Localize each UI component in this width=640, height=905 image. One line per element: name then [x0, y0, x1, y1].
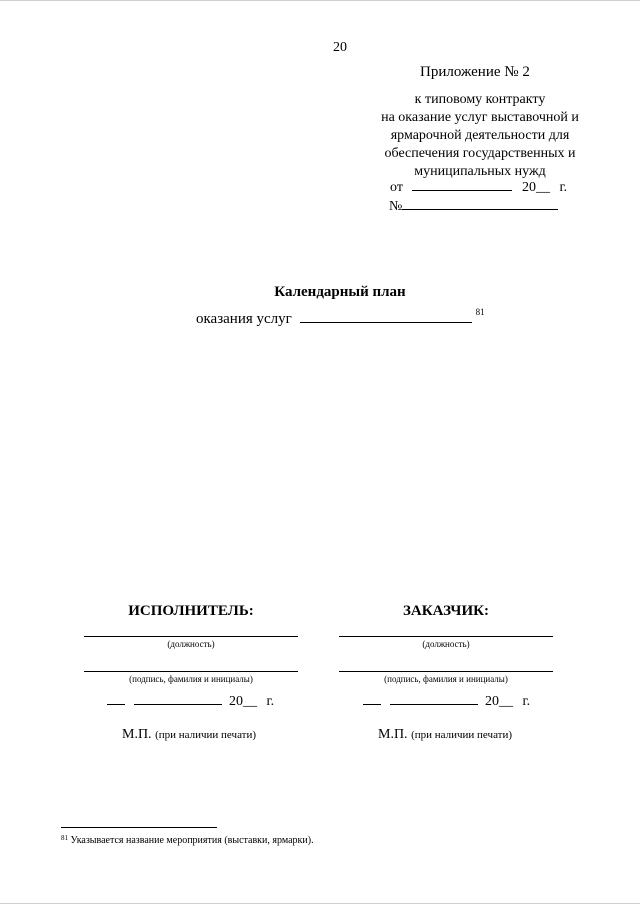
number-blank[interactable] [402, 196, 558, 210]
footnote-ref: 81 [475, 307, 485, 317]
plan-subtitle [196, 309, 485, 328]
footnote-number: 81 [61, 834, 68, 842]
footnote-text: Указывается название мероприятия (выставки, ярмарки). [70, 835, 314, 846]
annex-date-row [390, 177, 567, 196]
page-number: 20 [333, 40, 347, 55]
executor-date-suffix: г. [266, 694, 275, 709]
services-blank[interactable] [300, 309, 472, 323]
number-prefix: № [389, 199, 403, 214]
customer-stamp-label: М.П. [378, 727, 408, 742]
scan-top-edge [0, 0, 640, 1]
executor-date-row [107, 691, 274, 710]
date-suffix: г. [559, 180, 568, 195]
executor-stamp-note: (при наличии печати) [155, 729, 257, 741]
customer-position-caption: (должность) [422, 639, 470, 649]
executor-signature-line[interactable] [84, 671, 298, 672]
executor-title: ИСПОЛНИТЕЛЬ: [128, 603, 254, 619]
executor-stamp [122, 727, 256, 743]
annex-line: на оказание услуг выставочной и [381, 110, 579, 125]
footnote-rule [61, 827, 217, 828]
customer-date-row [363, 691, 530, 710]
annex-line: муниципальных нужд [414, 164, 546, 179]
annex-line: обеспечения государственных и [384, 146, 576, 161]
customer-position-line[interactable] [339, 636, 553, 637]
executor-date-year: 20__ [229, 694, 257, 709]
date-prefix: от [390, 180, 403, 195]
annex-description [345, 91, 615, 181]
executor-day-blank[interactable] [107, 691, 125, 705]
date-blank[interactable] [412, 177, 512, 191]
annex-title: Приложение № 2 [420, 64, 530, 80]
customer-signature-line[interactable] [339, 671, 553, 672]
executor-position-caption: (должность) [167, 639, 215, 649]
executor-signature-caption: (подпись, фамилия и инициалы) [129, 674, 253, 684]
executor-stamp-label: М.П. [122, 727, 152, 742]
customer-month-blank[interactable] [390, 691, 478, 705]
customer-date-year: 20__ [485, 694, 513, 709]
annex-line: ярмарочной деятельности для [390, 128, 570, 143]
customer-title: ЗАКАЗЧИК: [403, 603, 489, 619]
executor-position-line[interactable] [84, 636, 298, 637]
executor-month-blank[interactable] [134, 691, 222, 705]
plan-subtitle-text: оказания услуг [196, 311, 292, 327]
customer-day-blank[interactable] [363, 691, 381, 705]
scan-bottom-edge [0, 903, 640, 904]
plan-title: Календарный план [274, 284, 406, 300]
annex-number-row [389, 196, 558, 215]
customer-stamp [378, 727, 512, 743]
customer-date-suffix: г. [522, 694, 531, 709]
customer-stamp-note: (при наличии печати) [411, 729, 513, 741]
footnote [61, 835, 314, 846]
date-year: 20__ [521, 180, 550, 195]
customer-signature-caption: (подпись, фамилия и инициалы) [384, 674, 508, 684]
annex-line: к типовому контракту [414, 92, 546, 107]
